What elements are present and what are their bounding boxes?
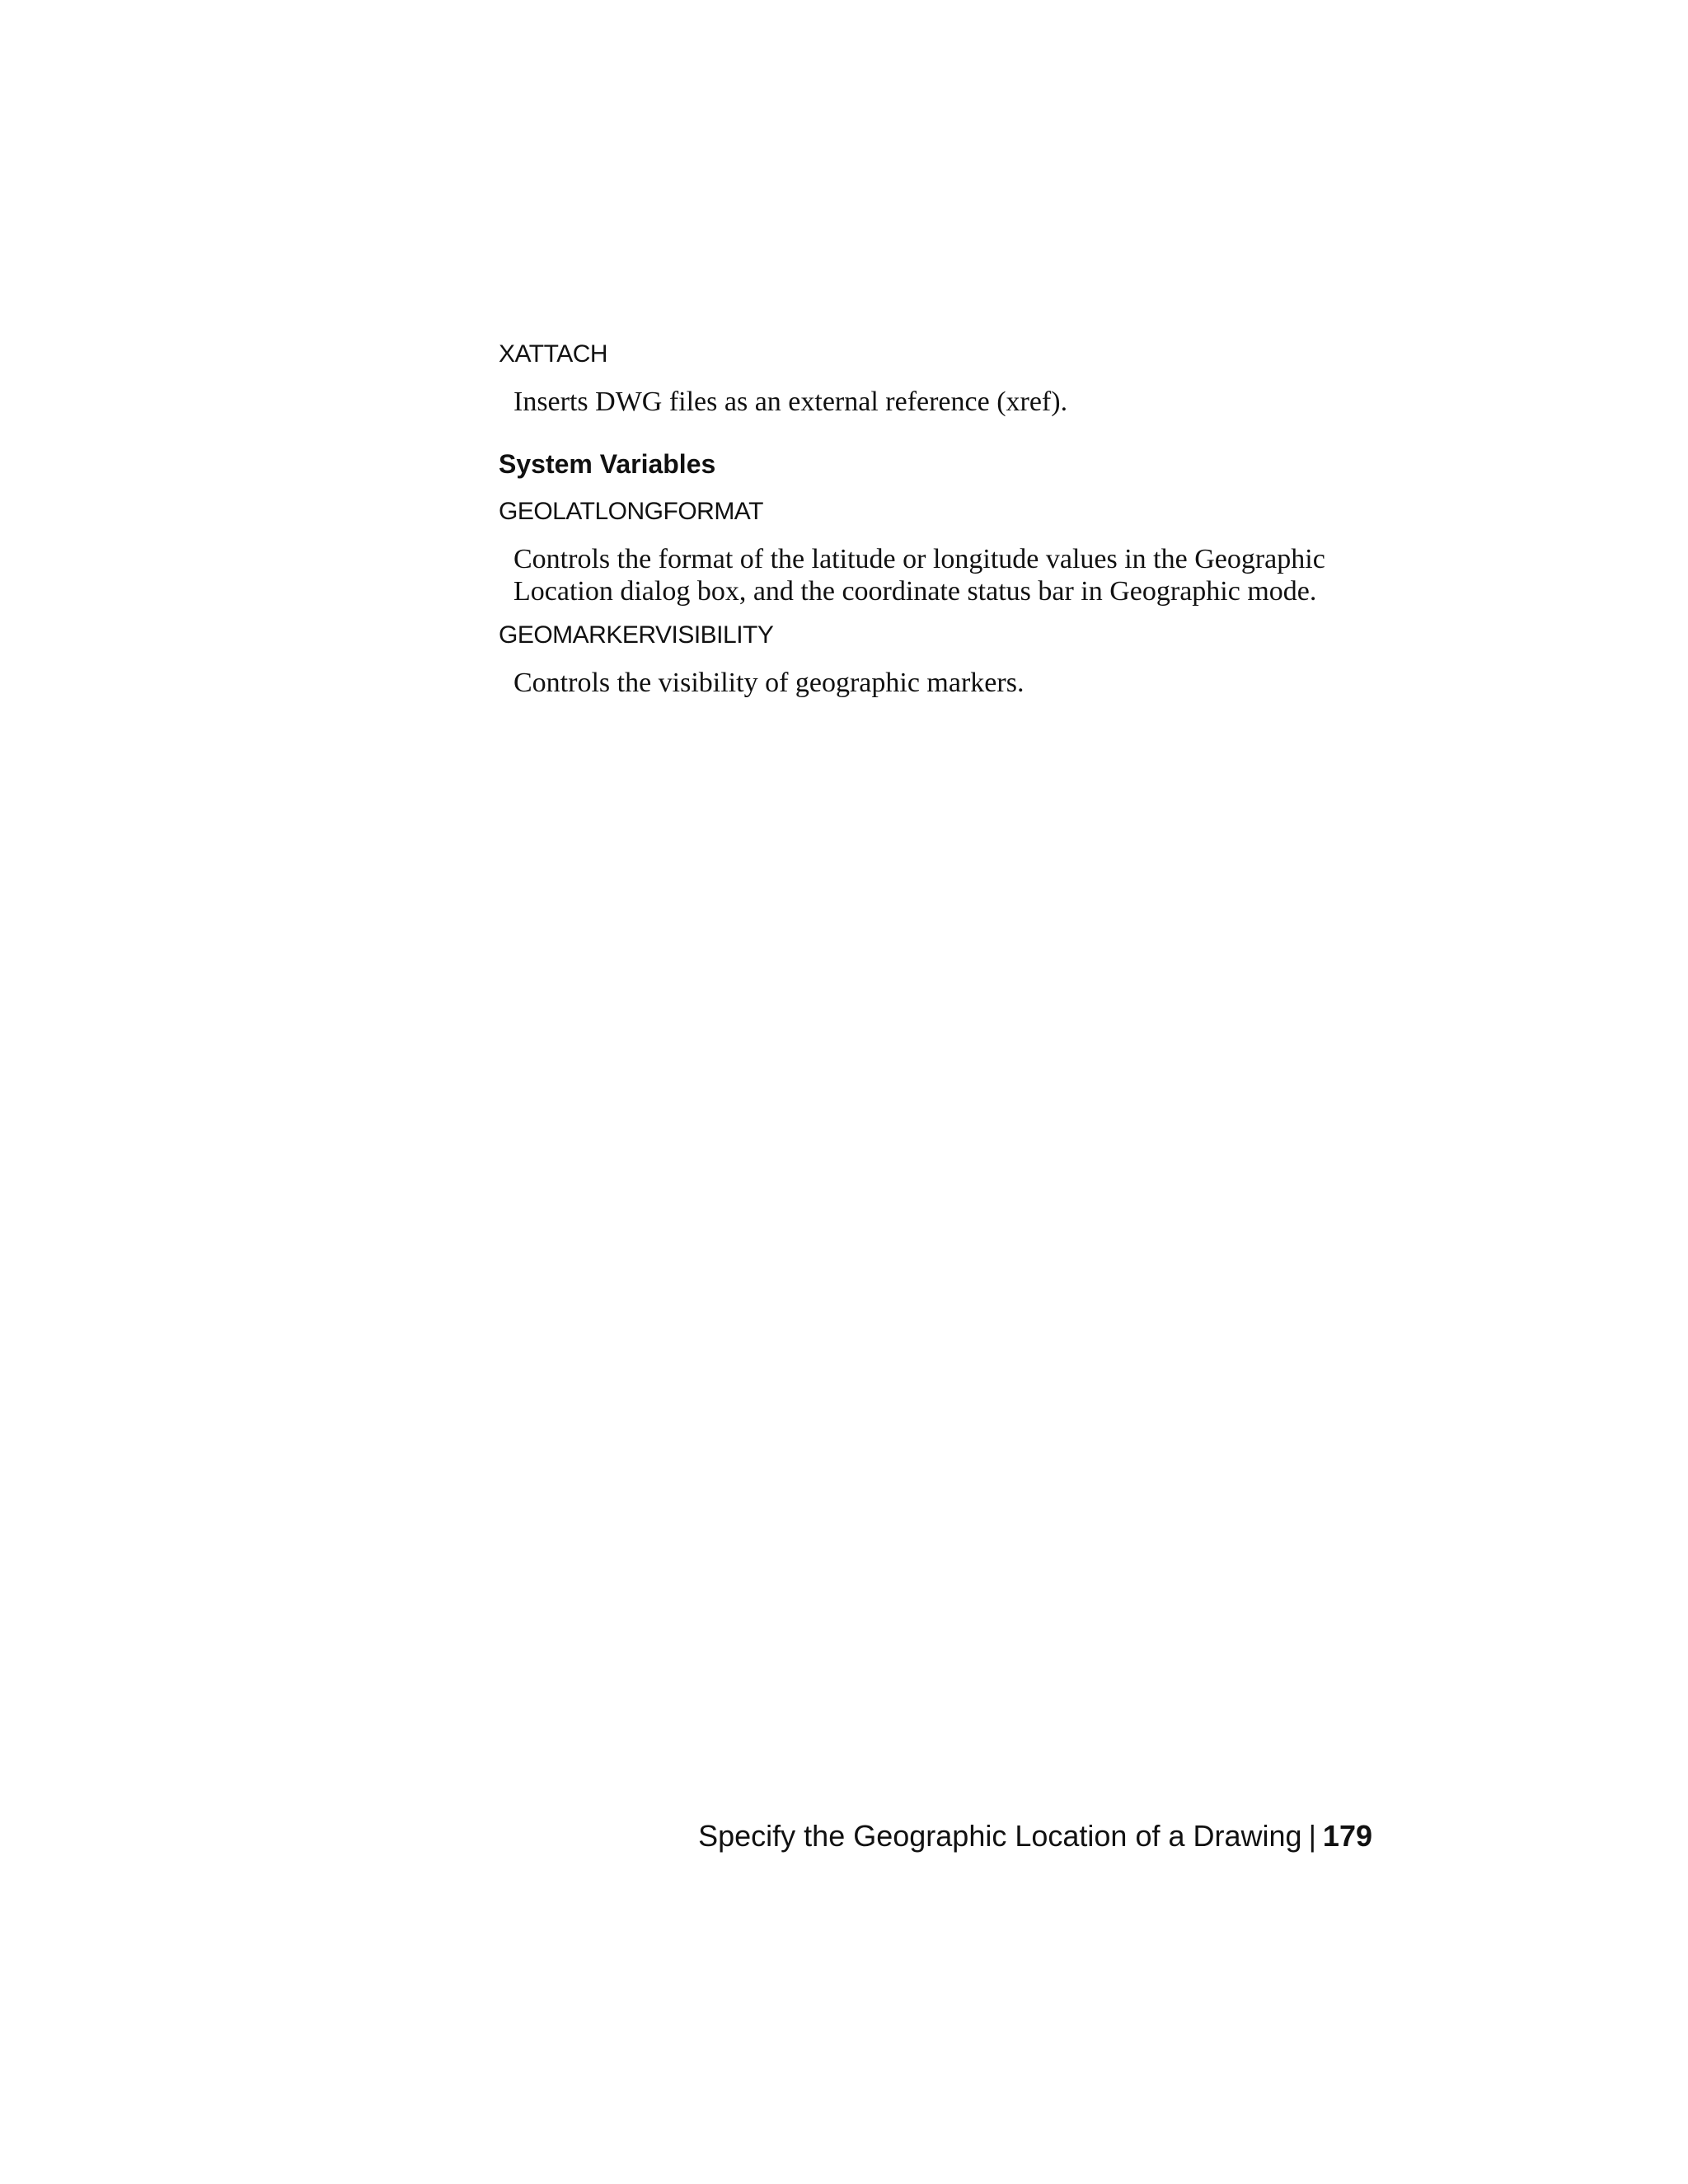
variable-name-geomarkervisibility: GEOMARKERVISIBILITY (499, 621, 774, 649)
footer-separator: | (1308, 1819, 1316, 1853)
variable-name-geolatlongformat: GEOLATLONGFORMAT (499, 498, 763, 525)
variable-description-line-2: Location dialog box, and the coordinate status bar in Geographic mode. (513, 576, 1317, 607)
page-content (499, 338, 1372, 699)
section-heading-system-variables: System Variables (499, 449, 716, 479)
page-number: 179 (1322, 1819, 1372, 1853)
page-footer (0, 1818, 1372, 1854)
command-description-xattach: Inserts DWG files as an external reference (xref). (513, 387, 1068, 417)
variable-description-line-1: Controls the format of the latitude or longitude values in the Geographic (513, 544, 1325, 574)
command-name-xattach: XATTACH (499, 340, 608, 368)
variable-description-geolatlongformat (499, 543, 1372, 607)
variable-description-geomarkervisibility: Controls the visibility of geographic markers. (513, 668, 1025, 698)
footer-chapter-title: Specify the Geographic Location of a Drawing (698, 1819, 1302, 1853)
